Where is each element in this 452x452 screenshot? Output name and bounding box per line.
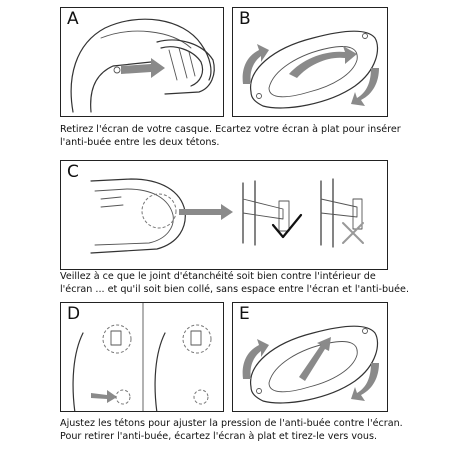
flattened-visor-illustration <box>233 8 388 117</box>
pin-adjustment-illustration <box>61 303 224 412</box>
caption-c-line2: l'écran ... et qu'il soit bien collé, sans espace entre l'écran et l'anti-buée. <box>60 284 409 295</box>
antifog-removal-illustration <box>233 303 388 412</box>
helmet-removal-illustration <box>61 8 224 117</box>
panel-e-remove-antifog <box>232 302 388 412</box>
panel-e-letter: E <box>239 304 250 324</box>
panel-a-remove-visor <box>60 7 224 117</box>
panel-d-adjust-pins <box>60 302 224 412</box>
caption-c-line1: Veillez à ce que le joint d'étanchéité soit bien contre l'intérieur de <box>60 271 376 282</box>
caption-ab-line2: l'anti-buée entre les deux tétons. <box>60 137 220 148</box>
seal-detail-illustration <box>61 161 388 270</box>
panel-a-letter: A <box>67 9 79 29</box>
panel-b-insert-antifog <box>232 7 388 117</box>
caption-de-line1: Ajustez les tétons pour ajuster la pression de l'anti-buée contre l'écran. <box>60 418 403 429</box>
panel-c-letter: C <box>67 162 79 182</box>
panel-b-letter: B <box>239 9 251 29</box>
panel-c-seal-check <box>60 160 388 270</box>
panel-d-letter: D <box>67 304 81 324</box>
caption-ab-line1: Retirez l'écran de votre casque. Ecartez votre écran à plat pour insérer <box>60 124 401 135</box>
caption-de-line2: Pour retirer l'anti-buée, écartez l'écran à plat et tirez-le vers vous. <box>60 431 378 442</box>
